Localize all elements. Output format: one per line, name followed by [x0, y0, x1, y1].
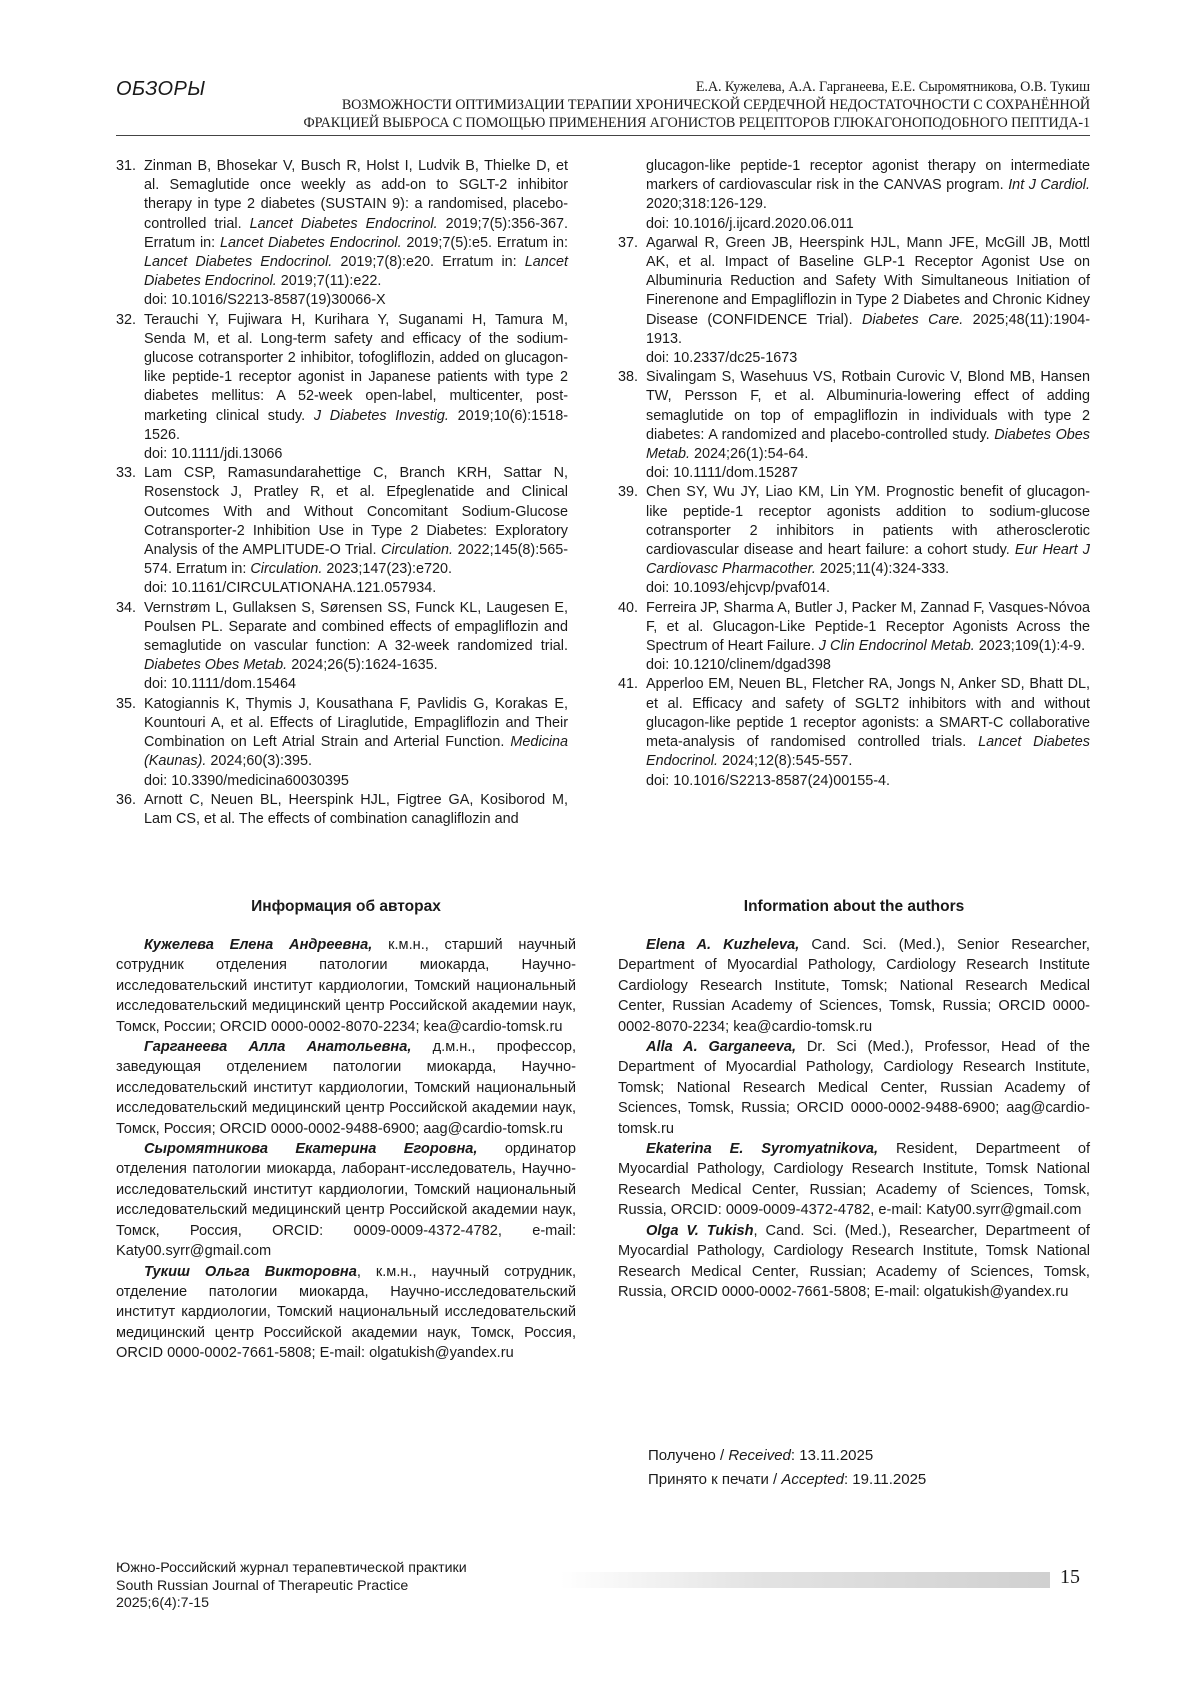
- reference-text: Chen SY, Wu JY, Liao KM, Lin YM. Prognostic benefit of glucagon-like peptide-1 receptor agonists addition to sodium-glucose cotransporter 2 inhibitors in patients with atherosclerotic cardiovascular disease and heart failure: a cohort study.: [646, 484, 1090, 559]
- reference-body: [144, 464, 568, 598]
- reference-text: 2019;7(5):e5. Erratum in:: [406, 234, 569, 251]
- reference-text: 2024;12(8):545-557.: [722, 753, 853, 770]
- reference-journal: Diabetes Care.: [861, 311, 964, 328]
- reference-text: Lam CSP, Ramasundarahettige C, Branch KRH, Sattar N, Rosenstock J, Pratley R, et al. Efpeglenatide and Clinical Outcomes With and Without Concomitant Sodium-Glucose Cotransporter-2 Inhibition Use in Type 2 Diabetes: Exploratory Analysis of the AMPLITUDE-O Trial.: [144, 465, 568, 559]
- page-number: 15: [1060, 1566, 1080, 1588]
- reference-text: Vernstrøm L, Gullaksen S, Sørensen SS, Funck KL, Laugesen E, Poulsen PL. Separate and combined effects of empagliflozin and semaglutide on vascular function: A 32-week randomized trial.: [144, 599, 568, 655]
- reference-journal: Diabetes Obes Metab.: [144, 657, 288, 674]
- reference-doi: doi: 10.1016/j.ijcard.2020.06.011: [646, 215, 854, 232]
- authors-info-en: [618, 935, 1090, 1302]
- reference-item: [116, 157, 568, 311]
- reference-number: 34.: [116, 599, 137, 616]
- reference-journal: Lancet Diabetes Endocrinol.: [646, 734, 1090, 770]
- reference-doi: doi: 10.1093/ehjcvp/pvaf014.: [646, 580, 831, 597]
- reference-text: Katogiannis K, Thymis J, Kousathana F, Pavlidis G, Korakas E, Kountouri A, et al. Effects of Liraglutide, Empagliflozin and Their Combination on Left Atrial Strain and Arterial Function.: [144, 695, 568, 751]
- reference-doi: doi: 10.1210/clinem/dgad398: [646, 657, 831, 674]
- author-name: Гарганеева Алла Анатольевна,: [144, 1039, 412, 1056]
- reference-text: 2025;48(11):1904-1913.: [646, 311, 1091, 347]
- reference-body: [144, 791, 568, 829]
- reference-text: Zinman B, Bhosekar V, Busch R, Holst I, Ludvik B, Thielke D, et al. Semaglutide once weekly as add-on to SGLT-2 inhibitor therapy in type 2 diabetes (SUSTAIN 9): a randomised, placebo-controlled trial.: [144, 158, 568, 232]
- header-authors: Е.А. Кужелева, А.А. Гарганеева, Е.Е. Сыромятникова, О.В. Тукиш: [695, 79, 1090, 95]
- received-date: Получено / Received: 13.11.2025: [648, 1447, 874, 1464]
- reference-text: 2019;7(5):356-367. Erratum in:: [144, 215, 569, 251]
- journal-issue: 2025;6(4):7-15: [116, 1595, 210, 1611]
- author-details: к.м.н., старший научный сотрудник отделения патологии миокарда, Научно-исследовательский институт кардиологии, Томский национальный исследовательский медицинский центр Российской академии наук, Томск, России; ORCID 0000-0002-8070-2234; kea@cardio-tomsk.ru: [116, 937, 576, 1035]
- reference-text: 2020;318:126-129.: [646, 196, 767, 213]
- references-right-column: [618, 157, 1090, 791]
- reference-text: Ferreira JP, Sharma A, Butler J, Packer M, Zannad F, Vasques-Nóvoa F, et al. Glucagon-Like Peptide-1 Receptor Agonists Across the Spectrum of Heart Failure.: [646, 599, 1090, 655]
- reference-doi: doi: 10.1016/S2213-8587(19)30066-X: [144, 292, 386, 309]
- reference-number: 31.: [116, 158, 137, 174]
- author-name: Olga V. Tukish: [646, 1222, 754, 1239]
- reference-text: 2022;145(8):565-574. Erratum in:: [144, 542, 568, 578]
- reference-number: 38.: [618, 369, 639, 386]
- reference-body: [646, 599, 1090, 676]
- reference-text: 2023;147(23):e720.: [326, 561, 452, 578]
- reference-text: 2024;26(5):1624-1635.: [291, 657, 438, 674]
- reference-text: 2024;26(1):54-64.: [694, 446, 809, 463]
- author-entry: [116, 1139, 576, 1261]
- reference-journal: Circulation.: [250, 561, 323, 578]
- reference-doi: doi: 10.2337/dc25-1673: [646, 350, 798, 367]
- reference-text: 2025;11(4):324-333.: [819, 561, 950, 578]
- reference-journal: Medicina (Kaunas).: [144, 734, 569, 770]
- reference-number: 40.: [618, 599, 639, 616]
- reference-number: 37.: [618, 234, 639, 251]
- reference-number: 35.: [116, 695, 137, 712]
- author-details: Cand. Sci. (Med.), Senior Researcher, Department of Myocardial Pathology, Cardiology Research Institute Cardiology Research Institute, Tomsk; National Research Medical Center, Russian Academy of Sciences, Tomsk, Russia; ORCID 0000-0002-8070-2234; kea@cardio-tomsk.ru: [618, 937, 1090, 1035]
- reference-text: 2024;60(3):395.: [210, 753, 313, 770]
- reference-number: [618, 157, 646, 234]
- article-dates: [648, 1444, 926, 1492]
- reference-item: [116, 464, 568, 598]
- reference-number: 33.: [116, 465, 137, 482]
- reference-journal: Eur Heart J Cardiovasc Pharmacother.: [646, 542, 1091, 578]
- author-details: д.м.н., профессор, заведующая отделением патологии миокарда, Научно-исследовательский институт кардиологии, Томский национальный исследовательский медицинский центр Российской академии наук, Томск, Россия; ORCID 0000-0002-9488-6900; aag@cardio-tomsk.ru: [116, 1039, 576, 1137]
- reference-journal: Circulation.: [381, 542, 454, 559]
- reference-item: [116, 695, 568, 791]
- reference-item: [618, 675, 1090, 790]
- reference-item: [618, 157, 1090, 234]
- authors-heading-ru: Информация об авторах: [251, 898, 441, 915]
- reference-body: [144, 311, 568, 465]
- reference-text: Arnott C, Neuen BL, Heerspink HJL, Figtree GA, Kosiborod M, Lam CS, et al. The effects of combination canagliflozin and: [144, 791, 568, 827]
- author-entry: [618, 1139, 1090, 1221]
- header-title-line-2: ФРАКЦИЕЙ ВЫБРОСА С ПОМОЩЬЮ ПРИМЕНЕНИЯ АГОНИСТОВ РЕЦЕПТОРОВ ГЛЮКАГОНОПОДОБНОГО ПЕПТИДА-1: [303, 115, 1090, 131]
- reference-item: [116, 791, 568, 829]
- reference-doi: doi: 10.1016/S2213-8587(24)00155-4.: [646, 772, 891, 789]
- references-left-column: [116, 157, 568, 829]
- reference-number: 36.: [116, 791, 137, 808]
- reference-item: [618, 483, 1090, 598]
- author-name: Elena A. Kuzheleva,: [646, 937, 800, 953]
- journal-name-en: South Russian Journal of Therapeutic Practice: [116, 1577, 409, 1594]
- reference-journal: Lancet Diabetes Endocrinol.: [220, 234, 402, 251]
- reference-text: 2019;10(6):1518-1526.: [144, 407, 568, 443]
- journal-name-ru: Южно-Российский журнал терапевтической практики: [116, 1560, 467, 1576]
- reference-body: [646, 157, 1090, 234]
- header-divider: [116, 135, 1090, 136]
- reference-doi: doi: 10.1111/jdi.13066: [144, 446, 283, 463]
- reference-item: [618, 234, 1090, 368]
- reference-journal: J Clin Endocrinol Metab.: [818, 638, 975, 655]
- reference-journal: Lancet Diabetes Endocrinol.: [144, 254, 569, 290]
- running-header: [230, 78, 1090, 132]
- reference-journal: Int J Cardiol.: [1008, 177, 1091, 194]
- reference-item: [116, 311, 568, 465]
- author-name: Кужелева Елена Андреевна,: [144, 937, 373, 953]
- reference-number: 39.: [618, 484, 639, 501]
- author-name: Ekaterina E. Syromyatnikova,: [646, 1141, 879, 1158]
- author-name: Тукиш Ольга Викторовна: [144, 1263, 357, 1280]
- reference-text: Apperloo EM, Neuen BL, Fletcher RA, Jongs N, Anker SD, Bhatt DL, et al. Efficacy and safety of SGLT2 inhibitors with and without glucagon-like peptide 1 receptor agonists: a SMART-C collaborative meta-analysis of randomised controlled trials.: [646, 676, 1090, 751]
- reference-item: [618, 368, 1090, 483]
- author-name: Сыромятникова Екатерина Егоровна,: [144, 1141, 478, 1158]
- author-entry: [618, 1037, 1090, 1139]
- author-details: Resident, Departmeent of Myocardial Pathology, Cardiology Research Institute, Tomsk National Research Medical Center, Russian; Academy of Sciences, Tomsk, Russia, ORCID: 0009-0009-4372-4782, e-mail: Katy00.syrr@gmail.com: [618, 1141, 1091, 1219]
- reference-item: [618, 599, 1090, 676]
- reference-body: [144, 695, 568, 791]
- reference-body: [646, 234, 1090, 368]
- authors-heading-en: Information about the authors: [743, 898, 965, 915]
- reference-body: [646, 675, 1090, 790]
- reference-journal: Lancet Diabetes Endocrinol.: [144, 254, 333, 271]
- author-entry: [618, 935, 1090, 1037]
- reference-body: [646, 483, 1090, 598]
- footer-gradient-bar: [560, 1572, 1050, 1588]
- reference-journal: Lancet Diabetes Endocrinol.: [249, 215, 438, 232]
- accepted-date: Принято к печати / Accepted: 19.11.2025: [648, 1471, 927, 1488]
- reference-number: 41.: [618, 676, 639, 693]
- reference-journal: Diabetes Obes Metab.: [646, 426, 1090, 463]
- header-title-line-1: ВОЗМОЖНОСТИ ОПТИМИЗАЦИИ ТЕРАПИИ ХРОНИЧЕСКОЙ СЕРДЕЧНОЙ НЕДОСТАТОЧНОСТИ С СОХРАНЁННОЙ: [341, 97, 1090, 113]
- reference-text: Terauchi Y, Fujiwara H, Kurihara Y, Suganami H, Tamura M, Senda M, et al. Long-term safety and efficacy of the sodium-glucose cotransporter 2 inhibitor, tofogliflozin, added on glucagon-like peptide-1 receptor agonist in Japanese patients with type 2 diabetes mellitus: A 52-week open-label, multicenter, post-marketing clinical study.: [144, 311, 568, 424]
- reference-journal: J Diabetes Investig.: [313, 407, 449, 424]
- reference-item: [116, 599, 568, 695]
- reference-doi: doi: 10.3390/medicina60030395: [144, 772, 349, 789]
- reference-text: 2023;109(1):4-9.: [978, 638, 1086, 655]
- reference-body: [144, 157, 568, 311]
- reference-text: 2019;7(11):e22.: [280, 273, 382, 290]
- reference-doi: doi: 10.1111/dom.15287: [646, 465, 799, 482]
- reference-body: [646, 368, 1090, 483]
- reference-body: [144, 599, 568, 695]
- author-details: , Cand. Sci. (Med.), Researcher, Departmeent of Myocardial Pathology, Cardiology Research Institute, Tomsk National Research Medical Center, Russian; Academy of Sciences, Tomsk, Russia, ORCID 0000-0002-7661-5808; E-mail: olgatukish@yandex.ru: [618, 1222, 1090, 1300]
- reference-text: Sivalingam S, Wasehuus VS, Rotbain Curovic V, Blond MB, Hansen TW, Persson F, et al. Albuminuria-lowering effect of adding semaglutide on top of empagliflozin in individuals with type 2 diabetes: A randomized and placebo-controlled study.: [646, 369, 1090, 443]
- author-details: , к.м.н., научный сотрудник, отделение патологии миокарда, Научно-исследовательский институт кардиологии, Томский национальный исследовательский медицинский центр Российской академии наук, Томск, Россия, ORCID 0000-0002-7661-5808; E-mail: olgatukish@yandex.ru: [116, 1263, 576, 1362]
- reference-text: Agarwal R, Green JB, Heerspink HJL, Mann JFE, McGill JB, Mottl AK, et al. Impact of Baseline GLP-1 Receptor Agonist Use on Albuminuria Reduction and Safety With Simultaneous Initiation of Finerenone and Empagliflozin in Type 2 Diabetes and Chronic Kidney Disease (CONFIDENCE Trial).: [646, 234, 1090, 328]
- author-details: Dr. Sci (Med.), Professor, Head of the Department of Myocardial Pathology, Cardiology Research Institute, Tomsk; National Research Medical Center, Russian Academy of Sciences, Tomsk, Russia; ORCID 0000-0002-9488-6900; aag@cardio-tomsk.ru: [618, 1039, 1090, 1137]
- reference-number: 32.: [116, 311, 137, 328]
- reference-text: glucagon-like peptide-1 receptor agonist therapy on intermediate markers of cardiovascular risk in the CANVAS program.: [646, 158, 1090, 194]
- author-entry: [116, 1262, 576, 1364]
- author-entry: [116, 1037, 576, 1139]
- author-details: ординатор отделения патологии миокарда, лаборант-исследователь, Научно-исследовательский институт кардиологии, Томский национальный исследовательский медицинский центр Российской академии наук, Томск, Россия, ORCID: 0009-0009-4372-4782, e-mail: Katy00.syrr@gmail.com: [116, 1141, 576, 1260]
- authors-info-ru: [116, 935, 576, 1364]
- reference-doi: doi: 10.1161/CIRCULATIONAHA.121.057934.: [144, 580, 437, 597]
- reference-doi: doi: 10.1111/dom.15464: [144, 676, 297, 693]
- section-label: ОБЗОРЫ: [116, 78, 206, 100]
- author-name: Alla A. Garganeeva,: [646, 1039, 797, 1056]
- reference-text: 2019;7(8):e20. Erratum in:: [340, 254, 517, 271]
- author-entry: [618, 1221, 1090, 1303]
- author-entry: [116, 935, 576, 1037]
- journal-footer: [116, 1560, 467, 1613]
